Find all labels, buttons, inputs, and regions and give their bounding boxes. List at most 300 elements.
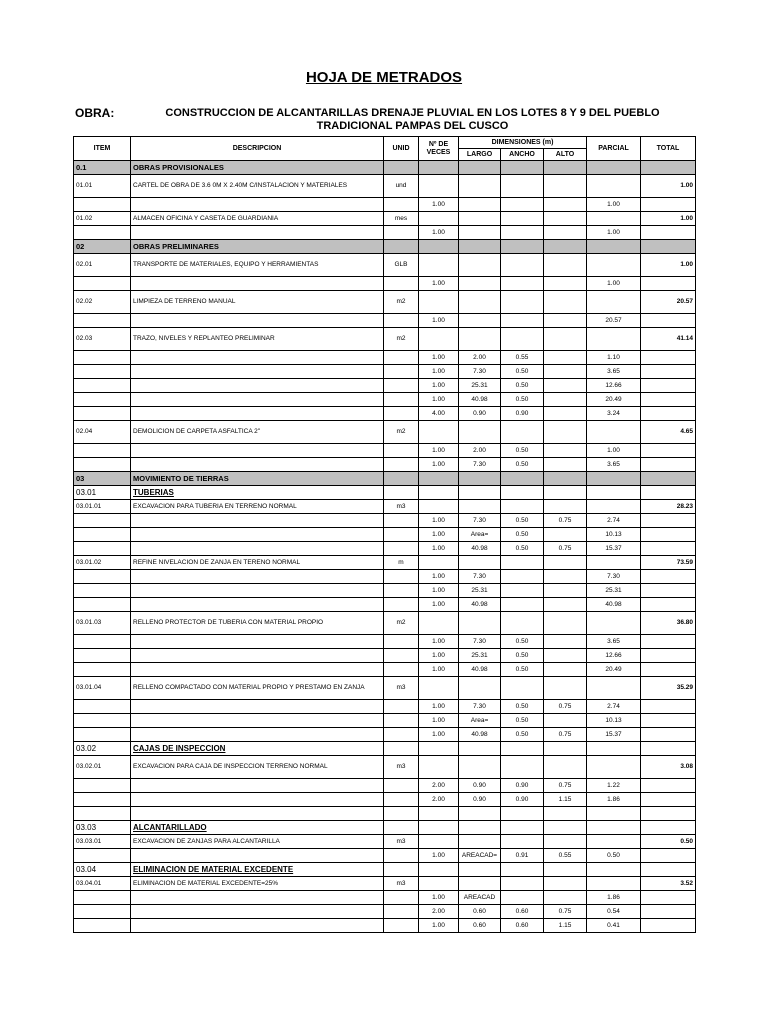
veces-cell: 2.00: [419, 905, 459, 919]
item-cell: [74, 407, 131, 421]
header-dimensiones: DIMENSIONES (m): [459, 137, 587, 149]
alto-cell: [544, 444, 587, 458]
item-cell: [74, 779, 131, 793]
unit-cell: [384, 226, 419, 240]
unit-cell: [384, 700, 419, 714]
total-cell: [641, 379, 696, 393]
parcial-cell: 12.66: [587, 379, 641, 393]
largo-cell: AREACAD=: [459, 849, 501, 863]
ancho-cell: [501, 314, 544, 328]
description-cell: [131, 351, 384, 365]
header-largo: LARGO: [459, 149, 501, 161]
parcial-cell: [587, 756, 641, 779]
veces-cell: [419, 175, 459, 198]
ancho-cell: 0.50: [501, 393, 544, 407]
largo-cell: [459, 612, 501, 635]
ancho-cell: [501, 212, 544, 226]
description-cell: [131, 779, 384, 793]
item-cell: [74, 919, 131, 933]
veces-cell: 1.00: [419, 514, 459, 528]
largo-cell: 7.30: [459, 458, 501, 472]
ancho-cell: [501, 240, 544, 254]
header-parcial: PARCIAL: [587, 137, 641, 161]
total-cell: [641, 849, 696, 863]
ancho-cell: 0.50: [501, 528, 544, 542]
metrados-table: [73, 136, 696, 933]
alto-cell: [544, 649, 587, 663]
description-cell: LIMPIEZA DE TERRENO MANUAL: [131, 291, 384, 314]
measurement-row: [74, 905, 696, 919]
total-cell: [641, 649, 696, 663]
ancho-cell: [501, 570, 544, 584]
item-cell: 03.01.03: [74, 612, 131, 635]
description-cell: EXCAVACION DE ZANJAS PARA ALCANTARILLA: [131, 835, 384, 849]
description-cell: [131, 365, 384, 379]
parcial-cell: [587, 240, 641, 254]
ancho-cell: 0.50: [501, 728, 544, 742]
largo-cell: 40.98: [459, 598, 501, 612]
item-row: [74, 254, 696, 277]
ancho-cell: [501, 756, 544, 779]
description-cell: [131, 663, 384, 677]
item-cell: 03.03.01: [74, 835, 131, 849]
parcial-cell: [587, 835, 641, 849]
veces-cell: [419, 486, 459, 500]
description-cell: CAJAS DE INSPECCION: [131, 742, 384, 756]
total-cell: [641, 891, 696, 905]
unit-cell: [384, 635, 419, 649]
ancho-cell: 0.50: [501, 458, 544, 472]
total-cell: 73.59: [641, 556, 696, 570]
total-cell: [641, 663, 696, 677]
total-cell: [641, 584, 696, 598]
largo-cell: [459, 742, 501, 756]
veces-cell: 1.00: [419, 714, 459, 728]
alto-cell: [544, 472, 587, 486]
total-cell: [641, 277, 696, 291]
description-cell: [131, 891, 384, 905]
largo-cell: 25.31: [459, 584, 501, 598]
alto-cell: [544, 891, 587, 905]
item-cell: [74, 444, 131, 458]
item-row: [74, 677, 696, 700]
alto-cell: [544, 458, 587, 472]
total-cell: 3.08: [641, 756, 696, 779]
section-row: [74, 472, 696, 486]
alto-cell: 0.75: [544, 728, 587, 742]
ancho-cell: 0.50: [501, 365, 544, 379]
measurement-row: [74, 314, 696, 328]
description-cell: [131, 226, 384, 240]
unit-cell: [384, 379, 419, 393]
header-unid: UNID: [384, 137, 419, 161]
ancho-cell: 0.90: [501, 779, 544, 793]
largo-cell: [459, 226, 501, 240]
parcial-cell: [587, 175, 641, 198]
parcial-cell: [587, 500, 641, 514]
veces-cell: [419, 254, 459, 277]
parcial-cell: [587, 677, 641, 700]
item-cell: 03.03: [74, 821, 131, 835]
measurement-row: [74, 849, 696, 863]
alto-cell: [544, 528, 587, 542]
parcial-cell: 40.98: [587, 598, 641, 612]
unit-cell: [384, 486, 419, 500]
alto-cell: [544, 556, 587, 570]
description-cell: TUBERIAS: [131, 486, 384, 500]
item-cell: 03.01.01: [74, 500, 131, 514]
item-cell: 02.03: [74, 328, 131, 351]
item-row: [74, 175, 696, 198]
total-cell: [641, 700, 696, 714]
largo-cell: [459, 821, 501, 835]
total-cell: 0.50: [641, 835, 696, 849]
total-cell: 1.00: [641, 175, 696, 198]
parcial-cell: 20.49: [587, 393, 641, 407]
header-veces: Nº DE VECES: [419, 137, 459, 161]
parcial-cell: 1.00: [587, 226, 641, 240]
alto-cell: [544, 198, 587, 212]
alto-cell: [544, 393, 587, 407]
description-cell: [131, 514, 384, 528]
unit-cell: [384, 407, 419, 421]
description-cell: EXCAVACION PARA TUBERIA EN TERRENO NORMAL: [131, 500, 384, 514]
ancho-cell: [501, 277, 544, 291]
ancho-cell: 0.50: [501, 635, 544, 649]
veces-cell: 1.00: [419, 849, 459, 863]
description-cell: [131, 444, 384, 458]
alto-cell: [544, 612, 587, 635]
item-row: [74, 500, 696, 514]
unit-cell: m2: [384, 612, 419, 635]
parcial-cell: 1.86: [587, 793, 641, 807]
alto-cell: 0.75: [544, 542, 587, 556]
unit-cell: [384, 863, 419, 877]
alto-cell: [544, 161, 587, 175]
veces-cell: 1.00: [419, 351, 459, 365]
item-cell: [74, 528, 131, 542]
parcial-cell: [587, 486, 641, 500]
largo-cell: [459, 175, 501, 198]
alto-cell: [544, 584, 587, 598]
veces-cell: 1.00: [419, 393, 459, 407]
ancho-cell: 0.50: [501, 379, 544, 393]
ancho-cell: 0.60: [501, 905, 544, 919]
largo-cell: [459, 240, 501, 254]
veces-cell: 1.00: [419, 277, 459, 291]
obra-label: OBRA:: [75, 106, 115, 120]
unit-cell: [384, 742, 419, 756]
largo-cell: 7.30: [459, 635, 501, 649]
subsection-row: [74, 486, 696, 500]
item-cell: [74, 198, 131, 212]
largo-cell: 7.30: [459, 514, 501, 528]
largo-cell: 0.90: [459, 793, 501, 807]
total-cell: [641, 161, 696, 175]
description-cell: [131, 649, 384, 663]
item-cell: [74, 584, 131, 598]
largo-cell: [459, 556, 501, 570]
obra-description: CONSTRUCCION DE ALCANTARILLAS DRENAJE PLUVIAL EN LOS LOTES 8 Y 9 DEL PUEBLO TRADICIONAL PAMPAS DEL CUSCO: [165, 107, 660, 132]
unit-cell: [384, 714, 419, 728]
veces-cell: 1.00: [419, 649, 459, 663]
header-descripcion: DESCRIPCION: [131, 137, 384, 161]
largo-cell: 40.98: [459, 542, 501, 556]
alto-cell: 0.75: [544, 700, 587, 714]
measurement-row: [74, 728, 696, 742]
alto-cell: [544, 821, 587, 835]
parcial-cell: 10.13: [587, 714, 641, 728]
largo-cell: [459, 877, 501, 891]
ancho-cell: [501, 198, 544, 212]
description-cell: [131, 542, 384, 556]
unit-cell: [384, 663, 419, 677]
item-cell: [74, 393, 131, 407]
description-cell: ELIMINACION DE MATERIAL EXCEDENTE: [131, 863, 384, 877]
unit-cell: [384, 728, 419, 742]
parcial-cell: [587, 863, 641, 877]
parcial-cell: 0.41: [587, 919, 641, 933]
unit-cell: [384, 584, 419, 598]
veces-cell: [419, 877, 459, 891]
largo-cell: [459, 254, 501, 277]
largo-cell: 0.60: [459, 905, 501, 919]
item-cell: 02.01: [74, 254, 131, 277]
description-cell: ALMACEN OFICINA Y CASETA DE GUARDIANIA: [131, 212, 384, 226]
item-row: [74, 212, 696, 226]
unit-cell: [384, 849, 419, 863]
largo-cell: [459, 198, 501, 212]
alto-cell: 0.75: [544, 905, 587, 919]
header-row: [74, 137, 696, 149]
item-cell: [74, 379, 131, 393]
alto-cell: [544, 379, 587, 393]
measurement-row: [74, 379, 696, 393]
parcial-cell: [587, 254, 641, 277]
measurement-row: [74, 444, 696, 458]
parcial-cell: [587, 472, 641, 486]
unit-cell: [384, 240, 419, 254]
measurement-row: [74, 598, 696, 612]
largo-cell: [459, 328, 501, 351]
description-cell: [131, 198, 384, 212]
description-cell: [131, 849, 384, 863]
total-cell: [641, 514, 696, 528]
largo-cell: 7.30: [459, 700, 501, 714]
parcial-cell: [587, 742, 641, 756]
measurement-row: [74, 807, 696, 821]
description-cell: [131, 793, 384, 807]
alto-cell: [544, 742, 587, 756]
item-cell: 03: [74, 472, 131, 486]
unit-cell: [384, 198, 419, 212]
item-cell: [74, 891, 131, 905]
alto-cell: [544, 365, 587, 379]
alto-cell: 0.75: [544, 514, 587, 528]
measurement-row: [74, 514, 696, 528]
total-cell: [641, 314, 696, 328]
alto-cell: 1.15: [544, 919, 587, 933]
metrados-body: [74, 161, 696, 933]
alto-cell: 1.15: [544, 793, 587, 807]
measurement-row: [74, 528, 696, 542]
alto-cell: [544, 175, 587, 198]
veces-cell: [419, 291, 459, 314]
alto-cell: [544, 570, 587, 584]
description-cell: [131, 393, 384, 407]
item-cell: [74, 314, 131, 328]
parcial-cell: 12.66: [587, 649, 641, 663]
item-cell: 02: [74, 240, 131, 254]
parcial-cell: 15.37: [587, 542, 641, 556]
description-cell: [131, 407, 384, 421]
description-cell: [131, 314, 384, 328]
item-row: [74, 835, 696, 849]
item-cell: [74, 635, 131, 649]
largo-cell: Area=: [459, 714, 501, 728]
veces-cell: 1.00: [419, 728, 459, 742]
measurement-row: [74, 714, 696, 728]
header-total: TOTAL: [641, 137, 696, 161]
page-title: HOJA DE METRADOS: [305, 69, 463, 86]
description-cell: ALCANTARILLADO: [131, 821, 384, 835]
parcial-cell: [587, 821, 641, 835]
unit-cell: [384, 314, 419, 328]
description-cell: REFINE NIVELACION DE ZANJA EN TERENO NORMAL: [131, 556, 384, 570]
subsection-row: [74, 742, 696, 756]
largo-cell: [459, 212, 501, 226]
veces-cell: 1.00: [419, 635, 459, 649]
parcial-cell: 20.57: [587, 314, 641, 328]
ancho-cell: [501, 328, 544, 351]
description-cell: [131, 807, 384, 821]
ancho-cell: [501, 486, 544, 500]
unit-cell: [384, 542, 419, 556]
largo-cell: [459, 291, 501, 314]
total-cell: [641, 407, 696, 421]
item-cell: [74, 700, 131, 714]
ancho-cell: [501, 677, 544, 700]
ancho-cell: [501, 254, 544, 277]
parcial-cell: [587, 291, 641, 314]
unit-cell: [384, 444, 419, 458]
parcial-cell: [587, 421, 641, 444]
ancho-cell: [501, 421, 544, 444]
item-cell: 0.1: [74, 161, 131, 175]
description-cell: EXCAVACION PARA CAJA DE INSPECCION TERRENO NORMAL: [131, 756, 384, 779]
ancho-cell: [501, 472, 544, 486]
description-cell: [131, 458, 384, 472]
total-cell: 1.00: [641, 254, 696, 277]
alto-cell: [544, 328, 587, 351]
unit-cell: mes: [384, 212, 419, 226]
item-cell: [74, 728, 131, 742]
item-row: [74, 421, 696, 444]
total-cell: [641, 821, 696, 835]
largo-cell: [459, 756, 501, 779]
unit-cell: [384, 161, 419, 175]
ancho-cell: 0.50: [501, 542, 544, 556]
parcial-cell: [587, 807, 641, 821]
ancho-cell: [501, 821, 544, 835]
unit-cell: m2: [384, 291, 419, 314]
alto-cell: [544, 635, 587, 649]
total-cell: [641, 570, 696, 584]
unit-cell: [384, 821, 419, 835]
veces-cell: [419, 328, 459, 351]
unit-cell: [384, 351, 419, 365]
measurement-row: [74, 226, 696, 240]
item-cell: [74, 458, 131, 472]
item-cell: 03.02: [74, 742, 131, 756]
description-cell: RELLENO COMPACTADO CON MATERIAL PROPIO Y PRESTAMO EN ZANJA: [131, 677, 384, 700]
alto-cell: 0.55: [544, 849, 587, 863]
alto-cell: [544, 407, 587, 421]
ancho-cell: 0.50: [501, 514, 544, 528]
unit-cell: [384, 779, 419, 793]
item-row: [74, 556, 696, 570]
item-cell: [74, 570, 131, 584]
unit-cell: [384, 905, 419, 919]
unit-cell: m3: [384, 756, 419, 779]
total-cell: [641, 807, 696, 821]
measurement-row: [74, 779, 696, 793]
header-item: ITEM: [74, 137, 131, 161]
veces-cell: [419, 472, 459, 486]
largo-cell: 40.98: [459, 663, 501, 677]
item-cell: 03.04.01: [74, 877, 131, 891]
parcial-cell: [587, 612, 641, 635]
total-cell: [641, 486, 696, 500]
alto-cell: [544, 807, 587, 821]
parcial-cell: 25.31: [587, 584, 641, 598]
ancho-cell: 0.50: [501, 649, 544, 663]
parcial-cell: 3.24: [587, 407, 641, 421]
largo-cell: AREACAD: [459, 891, 501, 905]
description-cell: DEMOLICION DE CARPETA ASFALTICA 2": [131, 421, 384, 444]
parcial-cell: 3.65: [587, 458, 641, 472]
veces-cell: 1.00: [419, 542, 459, 556]
largo-cell: 7.30: [459, 365, 501, 379]
item-row: [74, 877, 696, 891]
veces-cell: [419, 240, 459, 254]
parcial-cell: 1.00: [587, 444, 641, 458]
unit-cell: [384, 570, 419, 584]
section-row: [74, 240, 696, 254]
item-cell: [74, 793, 131, 807]
description-cell: OBRAS PRELIMINARES: [131, 240, 384, 254]
total-cell: [641, 635, 696, 649]
total-cell: 41.14: [641, 328, 696, 351]
ancho-cell: [501, 877, 544, 891]
total-cell: [641, 793, 696, 807]
measurement-row: [74, 891, 696, 905]
ancho-cell: 0.50: [501, 714, 544, 728]
ancho-cell: [501, 598, 544, 612]
veces-cell: 1.00: [419, 570, 459, 584]
largo-cell: [459, 161, 501, 175]
unit-cell: [384, 807, 419, 821]
alto-cell: [544, 486, 587, 500]
ancho-cell: 0.91: [501, 849, 544, 863]
alto-cell: [544, 277, 587, 291]
veces-cell: [419, 756, 459, 779]
total-cell: [641, 351, 696, 365]
veces-cell: [419, 212, 459, 226]
item-cell: [74, 598, 131, 612]
item-cell: 03.01: [74, 486, 131, 500]
largo-cell: [459, 807, 501, 821]
